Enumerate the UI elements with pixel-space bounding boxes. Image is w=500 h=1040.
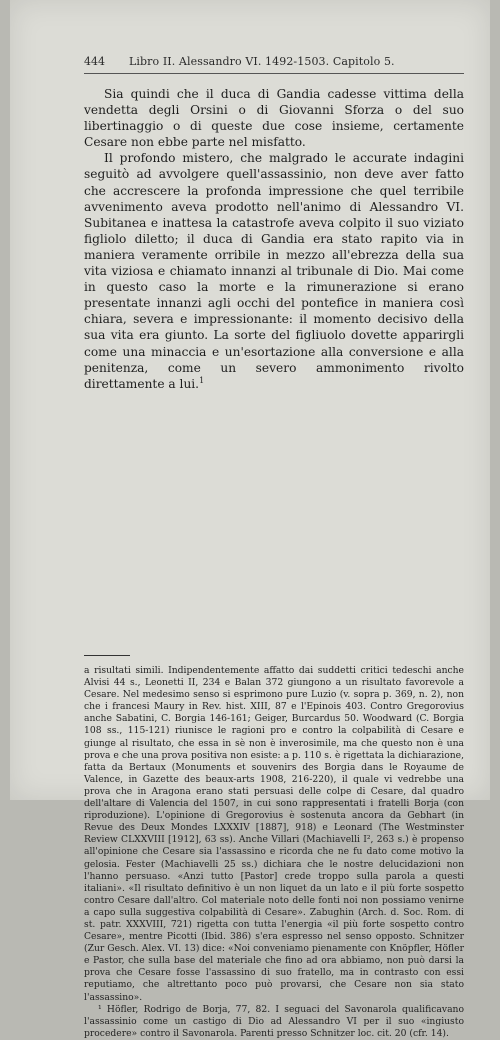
- paragraph: Sia quindi che il duca di Gandia cadesse vittima della vendetta degli Orsini o di Giovanni Sforza o del suo libertinaggio o di queste due cose insieme, certamente Cesare non ebbe parte nel misfatto.: [84, 87, 464, 150]
- main-text: [84, 86, 464, 392]
- header-rule: [84, 73, 464, 74]
- footnote-continued: a risultati simili. Indipendentemente affatto dai suddetti critici tedeschi anche Alvisi 44 s., Leonetti II, 234 e Balan 372 giungono a un risultato favorevole a Cesare. Nel medesimo senso si esprimono pure Luzio (v. sopra p. 369, n. 2), non che i francesi Maury in Rev. hist. XIII, 87 e l'Epinois 403. Contro Gregorovius anche Sabatini, C. Borgia 146-161; Geiger, Burcardus 50. Woodward (C. Borgia 108 ss., 115-121) riunisce le ragioni pro e contro la colpabilità di Cesare e giunge al risultato, che essa in sè non è inverosimile, ma che questo non è una prova e che una prova positiva non esiste: a p. 110 s. è rigettata la dichiarazione, fatta da Bertaux (Monuments et souvenirs des Borgia dans le Royaume de Valence, in Gazette des beaux-arts 1908, 216-220), il quale vi vedrebbe una prova che in Aragona erano stati persuasi delle colpe di Cesare, dal quadro dell'altare di Valencia del 1507, in cui sono rappresentati i fratelli Borja (con riproduzione). L'opinione di Gregorovius è sostenuta ancora da Gebhart (in Revue des Deux Mondes LXXXIV [1887], 918) e Leonard (The Westminster Review CLXXVIII [1912], 63 ss). Anche Villari (Machiavelli I², 263 s.) è propenso all'opinione che Cesare sia l'assassino e ricorda che ne fu dato come motivo la gelosia. Fester (Machiavelli 25 ss.) dichiara che le nostre delucidazioni non l'hanno persuaso. «Anzi tutto [Pastor] crede troppo sulla parola a questi italiani». «Il risultato definitivo è un non liquet da un lato e il più forte sospetto contro Cesare dall'altro. Col materiale noto delle fonti noi non possiamo venirne a capo sulla suggestiva colpabilità di Cesare». Zabughin (Arch. d. Soc. Rom. di st. patr. XXXVIII, 721) rigetta con tutta l'energia «il più forte sospetto contro Cesare», mentre Picotti (Ibid. 386) s'era espresso nel senso opposto. Schnitzer (Zur Gesch. Alex. VI. 13) dice: «Noi conveniamo pienamente con Knöpfler, Höfler e Pastor, che sulla base del materiale che fino ad ora abbiamo, non può darsi la prova che Cesare fosse l'assassino di suo fratello, ma in contrasto con essi reputiamo, che altrettanto poco può provarsi, che Cesare non sia stato l'assassino».: [84, 665, 464, 1003]
- paragraph: [84, 150, 464, 391]
- footnotes: [84, 665, 464, 1039]
- footnote-1: ¹ Höfler, Rodrigo de Borja, 77, 82. I seguaci del Savonarola qualificavano l'assassinio come un castigo di Dio ad Alessandro VI per il suo «ingiusto procedere» contro il Savonarola. Parenti presso Schnitzer loc. cit. 20 (cfr. 14).: [84, 1003, 464, 1039]
- paragraph-text: Il profondo mistero, che malgrado le accurate indagini seguitò ad avvolgere quell'assassinio, non deve aver fatto che accrescere la profonda impressione che quel terribile avvenimento aveva prodotto nell'animo di Alessandro VI. Subitanea e inattesa la catastrofe aveva colpito il suo viziato figliolo diletto; il duca di Gandia era stato rapito via in maniera veramente orribile in mezzo all'ebrezza della sua vita viziosa e chiamato innanzi al tribunale di Dio. Mai come in questo caso la morte e la rimunerazione si erano presentate innanzi agli occhi del pontefice in maniera così chiara, severa e impressionante: il momento decisivo della sua vita era giunto. La sorte del figliuolo dovette apparirgli come una minaccia e un'esortazione alla conversione e alla penitenza, come un severo ammonimento rivolto direttamente a lui.: [84, 151, 464, 391]
- page-number: 444: [84, 55, 105, 68]
- footnote-marker: 1: [199, 375, 205, 385]
- running-title: Libro II. Alessandro VI. 1492-1503. Capitolo 5.: [129, 55, 395, 68]
- footnote-separator: [84, 655, 130, 656]
